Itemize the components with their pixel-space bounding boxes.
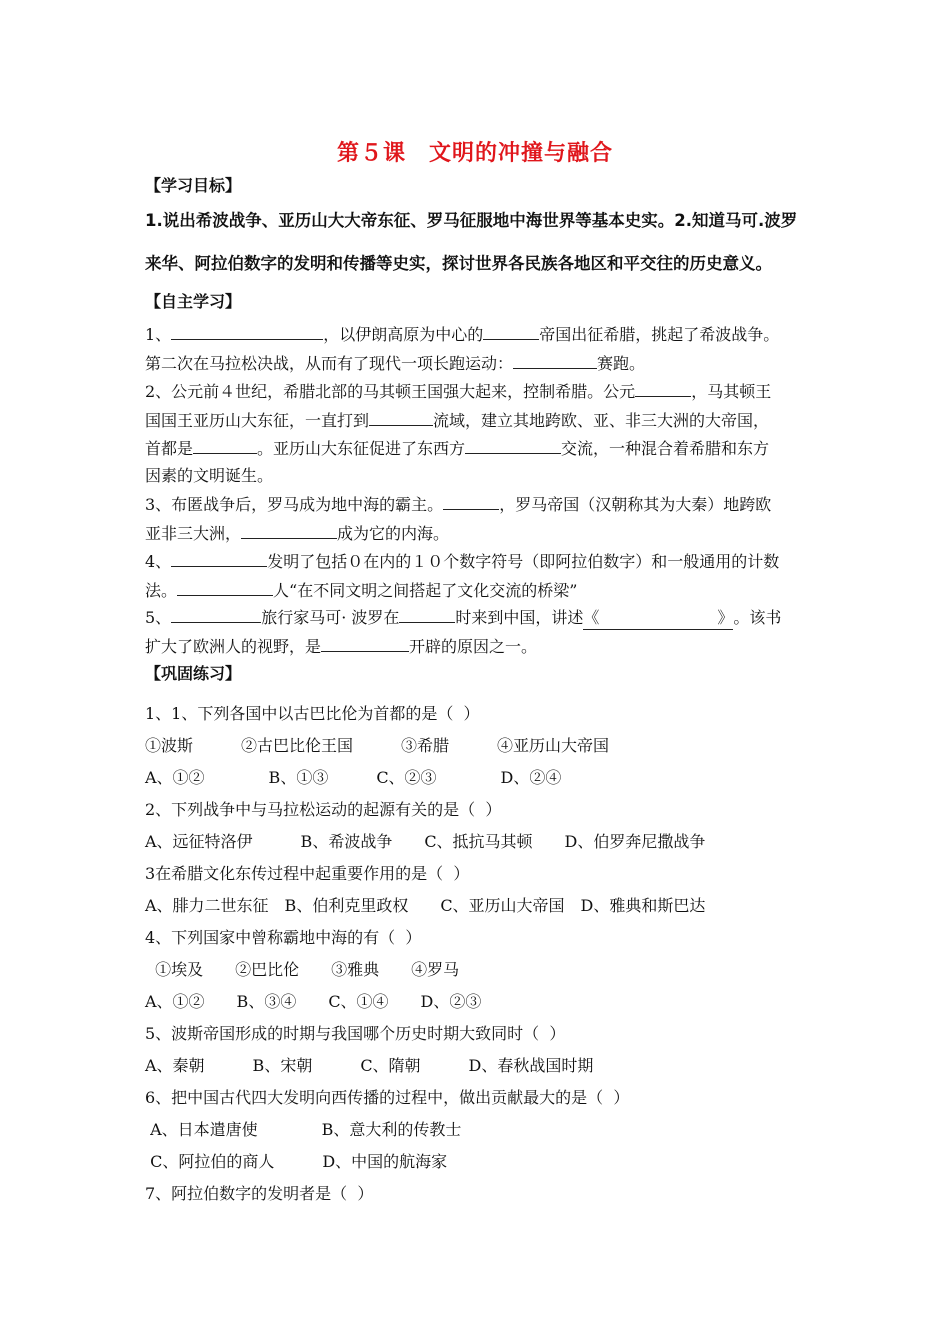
practice-q4-items: ①埃及 ②巴比伦 ③雅典 ④罗马 <box>145 960 460 979</box>
practice-q5: 5、波斯帝国形成的时期与我国哪个历史时期大致同时（ ） <box>145 1024 566 1043</box>
self-study-q2-line-2: 国国王亚历山大东征，一直打到 流域，建立其地跨欧、亚、非三大洲的大帝国， <box>145 408 769 432</box>
fill-blank[interactable] <box>369 408 433 426</box>
practice-q2: 2、下列战争中与马拉松运动的起源有关的是（ ） <box>145 800 502 819</box>
practice-q4: 4、下列国家中曾称霸地中海的有（ ） <box>145 928 422 947</box>
page-title: 第５课 文明的冲撞与融合 <box>336 141 613 166</box>
self-study-q1-line-2: 第二次在马拉松决战，从而有了现代一项长跑运动： 赛跑。 <box>145 351 645 375</box>
self-study-q5-line-2: 扩大了欧洲人的视野，是 开辟的原因之一。 <box>145 634 537 658</box>
objectives-line-1: 1.说出希波战争、亚历山大大帝东征、罗马征服地中海世界等基本史实。2.知道马可.波罗 <box>145 211 798 230</box>
fill-blank[interactable] <box>483 322 539 340</box>
practice-q1-items: ①波斯 ②古巴比伦王国 ③希腊 ④亚历山大帝国 <box>145 736 610 755</box>
self-study-q1-line-1: 1、 ，以伊朗高原为中心的 帝国出征希腊，挑起了希波战争。 <box>145 322 779 346</box>
fill-blank[interactable] <box>171 322 323 340</box>
practice-q6-options-1: A、日本遣唐使 B、意大利的传教士 <box>145 1120 462 1139</box>
practice-q7: 7、阿拉伯数字的发明者是（ ） <box>145 1184 374 1203</box>
self-study-q3-line-2: 亚非三大洲， 成为它的内海。 <box>145 521 449 545</box>
fill-blank[interactable] <box>513 351 597 369</box>
fill-blank[interactable] <box>399 605 455 623</box>
self-study-q4-line-1: 4、 发明了包括０在内的１０个数字符号（即阿拉伯数字）和一般通用的计数 <box>145 549 779 573</box>
practice-q5-options: A、秦朝 B、宋朝 C、隋朝 D、春秋战国时期 <box>145 1056 594 1075</box>
fill-blank[interactable] <box>171 549 267 567</box>
self-study-q2-line-1: 2、公元前４世纪，希腊北部的马其顿王国强大起来，控制希腊。公元 ，马其顿王 <box>145 379 771 403</box>
section-self-study-heading: 【自主学习】 <box>145 292 242 311</box>
practice-q3-options: A、腓力二世东征 B、伯利克里政权 C、亚历山大帝国 D、雅典和斯巴达 <box>145 896 706 915</box>
self-study-q4-line-2: 法。 人“在不同文明之间搭起了文化交流的桥梁” <box>145 578 577 602</box>
self-study-q2-line-3: 首都是 。亚历山大东征促进了东西方 交流，一种混合着希腊和东方 <box>145 436 769 460</box>
book-title-blank[interactable]: 《 》 <box>583 607 733 630</box>
practice-q2-options: A、远征特洛伊 B、希波战争 C、抵抗马其顿 D、伯罗奔尼撒战争 <box>145 832 706 851</box>
section-objectives-heading: 【学习目标】 <box>145 176 242 195</box>
fill-blank[interactable] <box>635 379 691 397</box>
fill-blank[interactable] <box>465 436 561 454</box>
self-study-q5-line-1: 5、 旅行家马可· 波罗在 时来到中国，讲述《 》。该书 <box>145 605 781 630</box>
practice-q6: 6、把中国古代四大发明向西传播的过程中，做出贡献最大的是（ ） <box>145 1088 630 1107</box>
practice-q1-options: A、①② B、①③ C、②③ D、②④ <box>145 768 562 787</box>
self-study-q2-line-4: 因素的文明诞生。 <box>145 466 274 485</box>
fill-blank[interactable] <box>241 521 337 539</box>
practice-q3: 3在希腊文化东传过程中起重要作用的是（ ） <box>145 864 470 883</box>
fill-blank[interactable] <box>171 605 261 623</box>
practice-q1: 1、1、下列各国中以古巴比伦为首都的是（ ） <box>145 704 480 723</box>
fill-blank[interactable] <box>321 634 409 652</box>
practice-q6-options-2: C、阿拉伯的商人 D、中国的航海家 <box>145 1152 448 1171</box>
section-practice-heading: 【巩固练习】 <box>145 664 242 683</box>
self-study-q3-line-1: 3、布匿战争后，罗马成为地中海的霸主。 ，罗马帝国（汉朝称其为大秦）地跨欧 <box>145 492 771 516</box>
fill-blank[interactable] <box>177 578 273 596</box>
objectives-line-2: 来华、阿拉伯数字的发明和传播等史实，探讨世界各民族各地区和平交往的历史意义。 <box>145 254 772 273</box>
fill-blank[interactable] <box>193 436 257 454</box>
fill-blank[interactable] <box>443 492 499 510</box>
practice-q4-options: A、①② B、③④ C、①④ D、②③ <box>145 992 482 1011</box>
